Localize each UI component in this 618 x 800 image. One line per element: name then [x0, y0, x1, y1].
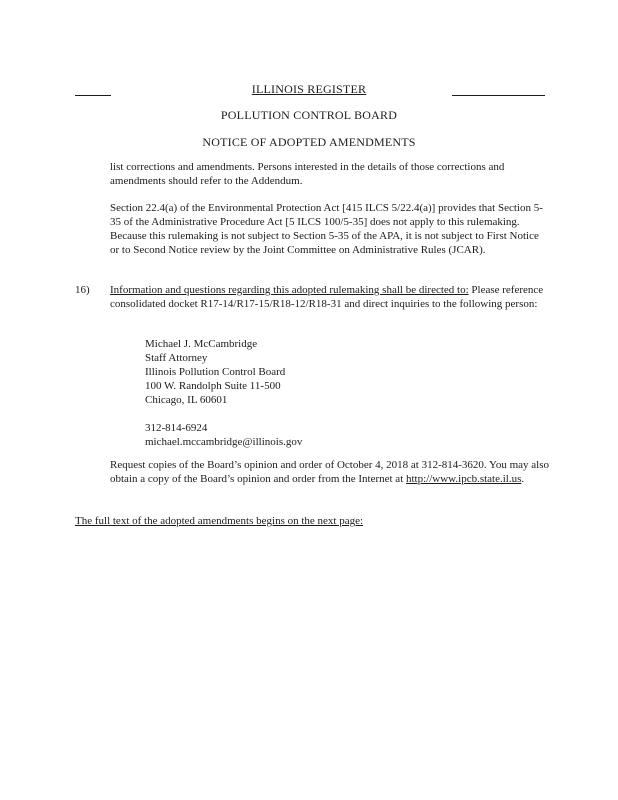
- register-title: ILLINOIS REGISTER: [251, 82, 367, 96]
- contact-org: Illinois Pollution Control Board: [145, 366, 286, 378]
- contact-block: [145, 337, 302, 449]
- request-paragraph: [110, 458, 550, 486]
- header-rule-right: [452, 95, 545, 96]
- contact-phone: 312-814-6924: [145, 422, 208, 434]
- apa-paragraph: Section 22.4(a) of the Environmental Protection Act [415 ILCS 5/22.4(a)] provides that Section 5-35 of the Administrative Procedure Act [5 ILCS 100/5-35] does not apply to this rulemaking. Because this rulemaking is not subject to Section 5-35 of the APA, it is not subject to First Notice or to Second Notice review by the Joint Committee on Administrative Rules (JCAR).: [110, 202, 543, 256]
- full-text-underlined: The full text of the adopted amendments begins on the next page:: [75, 515, 364, 527]
- item16-rest-text: Please reference consolidated docket R17-14/R17-15/R18-12/R18-31 and direct inquiries to the following person:: [110, 284, 544, 310]
- contact-city: Chicago, IL 60601: [145, 394, 228, 406]
- contact-spacer: [145, 407, 302, 421]
- contact-email: michael.mccambridge@illinois.gov: [145, 436, 303, 448]
- request-text: Request copies of the Board’s opinion and order of October 4, 2018 at 312-814-3620. You may also obtain a copy of the Board’s opinion and order from the Internet at: [110, 459, 550, 485]
- request-end: .: [521, 473, 525, 485]
- contact-address: 100 W. Randolph Suite 11-500: [145, 380, 281, 392]
- board-website-link[interactable]: http://www.ipcb.state.il.us: [406, 473, 522, 485]
- item16-underlined-text: Information and questions regarding this adopted rulemaking shall be directed to:: [110, 284, 469, 296]
- item16-paragraph: [110, 283, 550, 311]
- agency-name: POLLUTION CONTROL BOARD: [220, 108, 398, 122]
- continuation-paragraph: list corrections and amendments. Persons interested in the details of those corrections and amendments should refer to the Addendum.: [110, 161, 505, 187]
- notice-title: NOTICE OF ADOPTED AMENDMENTS: [202, 135, 416, 149]
- contact-name: Michael J. McCambridge: [145, 338, 258, 350]
- full-text-note: [75, 514, 363, 528]
- item-number: 16): [75, 284, 90, 296]
- contact-title: Staff Attorney: [145, 352, 208, 364]
